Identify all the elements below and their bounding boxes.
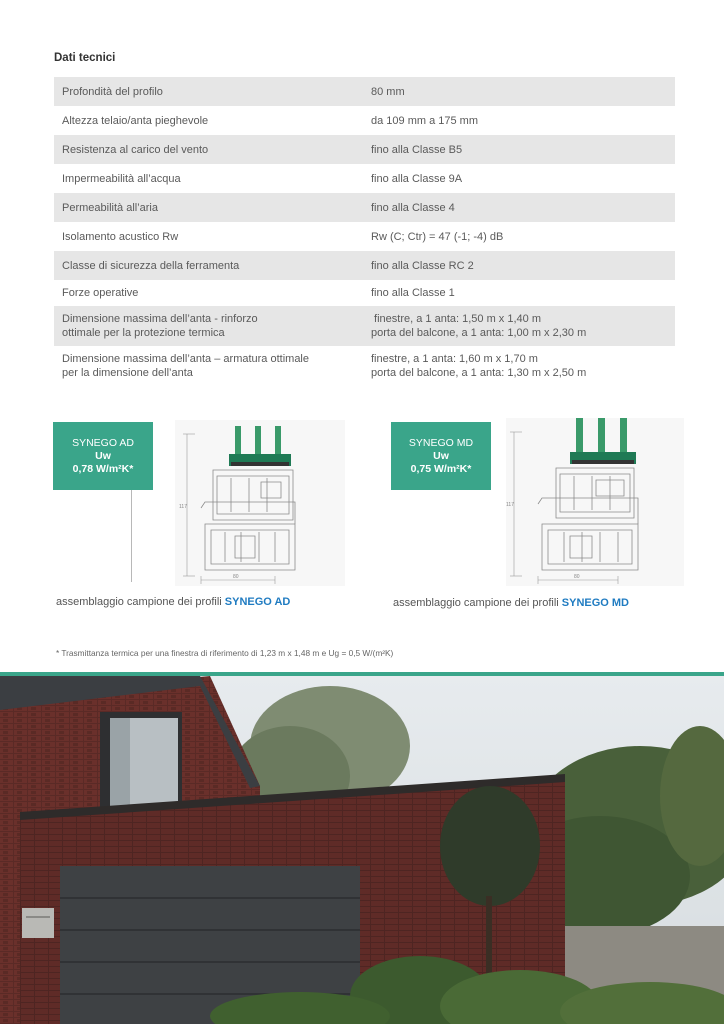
profile-drawing-ad [165,420,345,586]
spec-label: Profondità del profilo [62,85,163,98]
house-photo [0,676,724,1024]
spec-label: Permeabilità all’aria [62,201,158,214]
specs-table [54,77,675,386]
spec-value: Rw (C; Ctr) = 47 (-1; -4) dB [371,230,504,243]
uw-value: 0,78 W/m²K* [72,462,134,475]
spec-value: fino alla Classe 1 [371,287,455,299]
spec-row [54,306,675,346]
spec-value: finestre, a 1 anta: 1,60 m x 1,70 m [371,353,538,365]
dimension-height-label: 117 [506,502,514,508]
spec-label: Dimensione massima dell’anta – armatura ottimale [62,353,309,365]
caption-text: assemblaggio campione dei profili [56,596,225,608]
profile-name: SYNEGO MD [408,436,474,449]
spec-value: 80 mm [371,85,405,98]
leader-line [131,490,132,582]
spec-row [54,106,675,135]
spec-label: Classe di sicurezza della ferramenta [62,259,240,272]
dimension-width-label: 80 [233,574,239,580]
spec-row [54,77,675,106]
spec-row [54,135,675,164]
spec-label: Resistenza al carico del vento [62,143,209,156]
spec-label: per la dimensione dell’anta [62,367,193,379]
spec-row [54,280,675,306]
spec-label: Isolamento acustico Rw [62,230,179,243]
spec-row [54,193,675,222]
spec-row [54,251,675,280]
caption-ad [56,596,290,608]
spec-label: Impermeabilità all’acqua [62,172,181,185]
spec-value: finestre, a 1 anta: 1,50 m x 1,40 m [371,313,541,325]
uw-label: Uw [433,449,449,462]
spec-value: porta del balcone, a 1 anta: 1,00 m x 2,30 m [371,327,587,339]
uw-badge-md [391,422,491,490]
spec-value: fino alla Classe B5 [371,143,463,156]
dimension-width-label: 80 [574,574,580,580]
spec-value: porta del balcone, a 1 anta: 1,30 m x 2,50 m [371,367,587,379]
uw-label: Uw [95,449,111,462]
caption-md [393,597,629,609]
spec-value: fino alla Classe RC 2 [371,259,474,272]
caption-highlight: SYNEGO AD [224,596,291,608]
spec-row [54,222,675,251]
profile-drawing-md [498,418,684,586]
spec-value: fino alla Classe 4 [371,201,455,214]
spec-label: ottimale per la protezione termica [62,327,225,339]
caption-highlight: SYNEGO MD [561,597,629,609]
caption-text: assemblaggio campione dei profili [393,597,562,609]
spec-label: Forze operative [62,287,139,299]
spec-row [54,346,675,386]
section-title: Dati tecnici [54,52,116,64]
footnote: * Trasmittanza termica per una finestra di riferimento di 1,23 m x 1,48 m e Ug = 0,5 W/(m²K) [56,648,394,658]
spec-label: Dimensione massima dell’anta - rinforzo [62,313,258,325]
spec-label: Altezza telaio/anta pieghevole [62,114,209,127]
spec-row [54,164,675,193]
uw-badge-ad [53,422,153,490]
profile-name: SYNEGO AD [72,436,134,449]
spec-value: da 109 mm a 175 mm [371,114,478,127]
dimension-height-label: 117 [179,504,187,510]
uw-value: 0,75 W/m²K* [410,462,472,475]
spec-value: fino alla Classe 9A [371,172,463,185]
